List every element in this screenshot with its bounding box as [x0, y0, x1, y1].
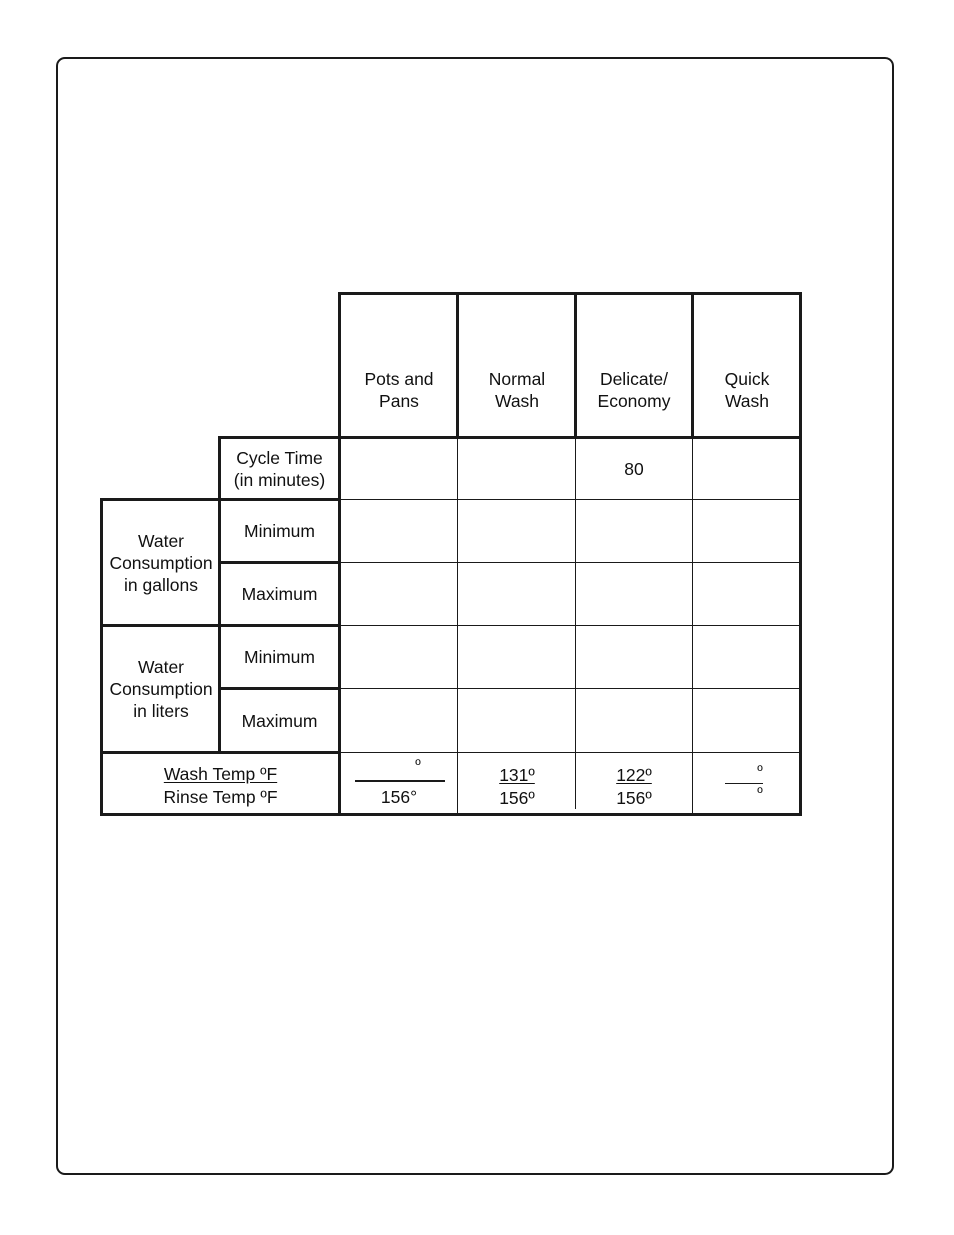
column-header-normal-wash: Normal Wash — [488, 369, 546, 411]
row-label-gallons-maximum: Maximum — [241, 584, 318, 604]
column-header-delicate-economy: Delicate/ Economy — [597, 369, 671, 411]
cycle-time-quick-wash — [694, 439, 800, 499]
row-label-gallons-minimum: Minimum — [244, 521, 315, 541]
row-label-rinse-temp: Rinse Temp ºF — [163, 787, 278, 807]
rinse-temp-delicate-economy: 156º — [616, 788, 652, 808]
group-label-liters: Water Consumption in liters — [109, 657, 213, 721]
row-label-liters-minimum: Minimum — [244, 647, 315, 667]
rinse-temp-normal-wash: 156º — [499, 788, 535, 808]
group-label-gallons: Water Consumption in gallons — [109, 530, 213, 595]
wash-temp-quick-wash: º — [757, 763, 763, 780]
wash-temp-pots-and-pans: º — [415, 757, 421, 774]
cycle-time-delicate-economy: 80 — [624, 459, 644, 479]
wash-temp-delicate-economy: 122º — [616, 765, 652, 785]
column-header-pots-and-pans: Pots and Pans — [364, 369, 434, 411]
wash-temp-normal-wash: 131º — [499, 765, 535, 785]
rinse-temp-pots-and-pans: 156° — [380, 787, 418, 807]
cycle-time-normal-wash — [459, 439, 575, 499]
column-header-quick-wash: Quick Wash — [724, 369, 770, 411]
row-label-wash-temp: Wash Temp ºF — [163, 764, 278, 784]
row-label-cycle-time: Cycle Time (in minutes) — [233, 448, 326, 490]
row-label-liters-maximum: Maximum — [241, 710, 318, 731]
rinse-temp-quick-wash: º — [757, 785, 763, 802]
cycle-time-pots-and-pans — [341, 439, 457, 499]
